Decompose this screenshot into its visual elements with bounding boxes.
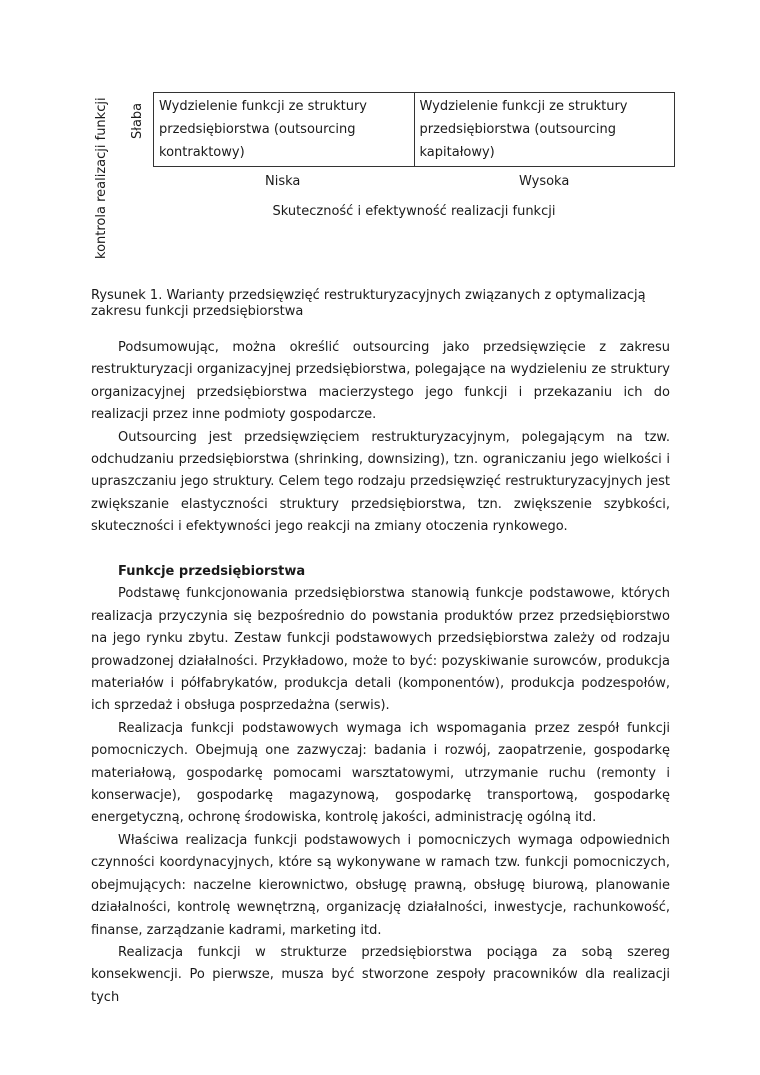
matrix-table xyxy=(153,92,675,167)
column-label-niska: Niska xyxy=(265,174,301,189)
matrix-row xyxy=(154,93,675,167)
body-text xyxy=(91,337,670,539)
matrix-cell-left: Wydzielenie funkcji ze struktury przedsiębiorstwa (outsourcing kontraktowy) xyxy=(154,93,415,167)
paragraph: Realizacja funkcji w strukturze przedsiębiorstwa pociąga za sobą szereg konsekwencji. Po pierwsze, musza być stworzone zespoły pracowników dla realizacji tych xyxy=(91,944,670,1005)
y-axis-label: kontrola realizacji funkcji xyxy=(94,97,109,259)
section-heading: Funkcje przedsiębiorstwa xyxy=(118,564,306,579)
figure-caption: Rysunek 1. Warianty przedsięwzięć restrukturyzacyjnych związanych z optymalizacją zakresu funkcji przedsiębiorstwa xyxy=(91,288,646,319)
paragraph: Podsumowując, można określić outsourcing jako przedsięwzięcie z zakresu restrukturyzacji organizacyjnej przedsiębiorstwa, polegające na wydzieleniu ze struktury organizacyjnej przedsiębiorstwa macierzystego jego funkcji i przekazaniu ich do realizacji przez inne podmioty gospodarcze. xyxy=(91,340,670,423)
row-label-slaba: Słaba xyxy=(130,102,145,139)
paragraph: Realizacja funkcji podstawowych wymaga ich wspomagania przez zespół funkcji pomocniczych. Obejmują one zazwyczaj: badania i rozwój, zaopatrzenie, gospodarkę materiałową, gospodarkę pomocami warsztatowymi, utrzymanie ruchu (remonty i konserwacje), gospodarkę magazynową, gospodarkę transportową, gospodarkę energetyczną, ochronę środowiska, kontrolę jakości, administrację ogólną itd. xyxy=(91,720,670,826)
x-axis-label: Skuteczność i efektywność realizacji funkcji xyxy=(272,204,556,219)
paragraph: Podstawę funkcjonowania przedsiębiorstwa stanowią funkcje podstawowe, których realizacja przyczynia się bezpośrednio do powstania produktów przez przedsiębiorstwo na jego rynku zbytu. Zestaw funkcji podstawowych przedsiębiorstwa zależy od rodzaju prowadzonej działalności. Przykładowo, może to być: pozyskiwanie surowców, produkcja materiałów i półfabrykatów, produkcja detali (komponentów), produkcja podzespołów, ich sprzedaż i obsługa posprzedażna (serwis). xyxy=(91,586,670,714)
section-funkcje xyxy=(91,561,670,1009)
paragraph: Outsourcing jest przedsięwzięciem restrukturyzacyjnym, polegającym na tzw. odchudzaniu przedsiębiorstwa (shrinking, downsizing), tzn. ograniczaniu jego wielkości i upraszczaniu jego struktury. Celem tego rodzaju przedsięwzięć restrukturyzacyjnych jest zwiększanie elastyczności struktury przedsiębiorstwa, tzn. zwiększenie szybkości, skuteczności i efektywności jego reakcji na zmiany otoczenia rynkowego. xyxy=(91,429,670,535)
matrix-cell-right: Wydzielenie funkcji ze struktury przedsiębiorstwa (outsourcing kapitałowy) xyxy=(414,93,675,167)
column-label-wysoka: Wysoka xyxy=(519,174,570,189)
paragraph: Właściwa realizacja funkcji podstawowych i pomocniczych wymaga odpowiednich czynności koordynacyjnych, które są wykonywane w ramach tzw. funkcji pomocniczych, obejmujących: naczelne kierownictwo, obsługę prawną, obsługę biurową, planowanie działalności, kontrolę wewnętrzną, organizację działalności, inwestycje, rachunkowość, finanse, zarządzanie kadrami, marketing itd. xyxy=(91,832,670,938)
